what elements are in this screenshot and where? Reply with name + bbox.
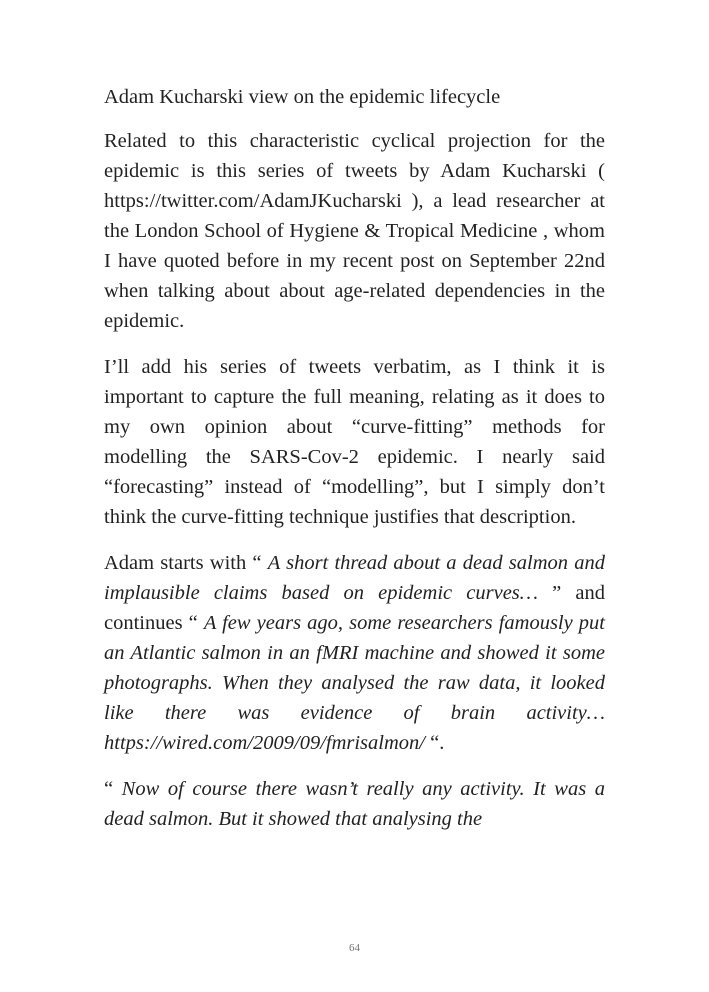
paragraph-intro: Related to this characteristic cyclical projection for the epidemic is this series of tweets by Adam Kucharski ( https://twitter.com/AdamJKucharski ), a lead researcher at the London School of Hygiene & Tropical Medicine , whom I have quoted before in my recent post on September 22nd when talking about about age-related dependencies in the epidemic. [104, 130, 605, 332]
paragraph-salmon-thread [104, 548, 605, 758]
quote-mid-text: ” and continues “ [104, 582, 606, 634]
paragraph-dead-salmon [104, 774, 605, 834]
section-heading: Adam Kucharski view on the epidemic lifecycle [104, 86, 501, 108]
document-page [104, 82, 605, 850]
quote-salmon-story: A few years ago, some researchers famously put an Atlantic salmon in an fMRI machine and showed it some photographs. When they analysed the raw data, it looked like there was evidence of brain activity… https://wired.com/2009/09/fmrisalmon/ [104, 612, 606, 754]
quote-lead-text: Adam starts with “ [104, 552, 268, 574]
quote-open-mark: “ [104, 778, 122, 800]
paragraph-tweets-verbatim: I’ll add his series of tweets verbatim, as I think it is important to capture the full meaning, relating as it does to my own opinion about “curve-fitting” methods for modelling the SARS-Cov-2 epidemic. I nearly said “forecasting” instead of “modelling”, but I simply don’t think the curve-fitting technique justifies that description. [104, 356, 605, 528]
page-number: 64 [349, 942, 360, 954]
quote-end-text: “. [424, 732, 445, 754]
quote-no-activity: Now of course there wasn’t really any activity. It was a dead salmon. But it showed that analysing the [104, 778, 605, 830]
quote-short-thread: A short thread about a dead salmon and implausible claims based on epidemic curves… [104, 552, 605, 604]
